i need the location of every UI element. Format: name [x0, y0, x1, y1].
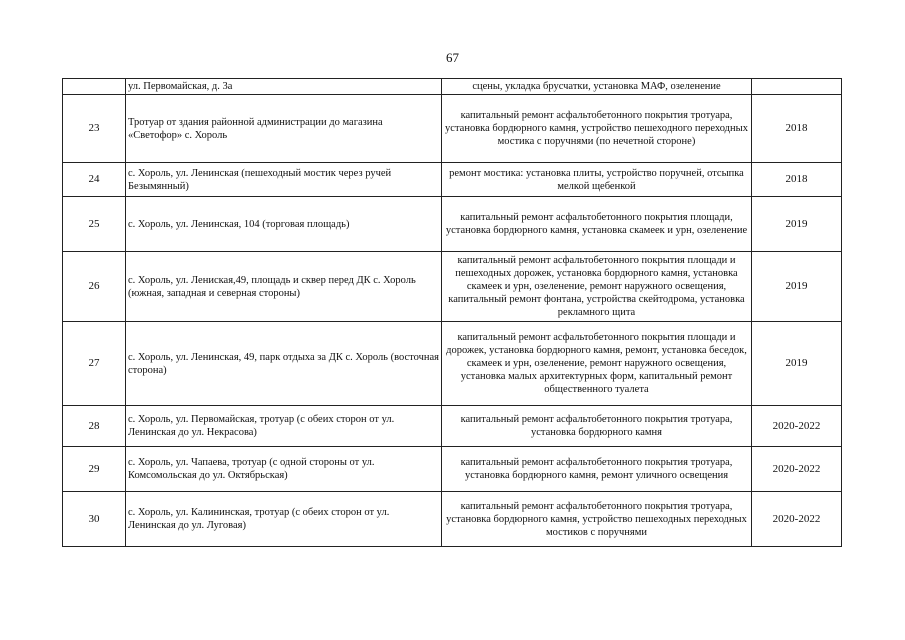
table-row	[63, 492, 842, 547]
address-cell: с. Хороль, ул. Лениская,49, площадь и сквер перед ДК с. Хороль (южная, западная и северная стороны)	[126, 252, 442, 322]
table-row	[63, 252, 842, 322]
works-table	[62, 78, 842, 547]
table-row	[63, 95, 842, 163]
table-row	[63, 322, 842, 406]
address-cell: ул. Первомайская, д. 3а	[126, 79, 442, 95]
row-number-cell	[63, 406, 126, 447]
year-cell	[752, 322, 842, 406]
works-cell: капитальный ремонт асфальтобетонного покрытия тротуара, установка бордюрного камня	[442, 406, 752, 447]
year-cell	[752, 406, 842, 447]
row-number-cell	[63, 197, 126, 252]
row-number: 23	[88, 122, 100, 134]
row-number-cell	[63, 95, 126, 163]
year-cell	[752, 163, 842, 197]
works-cell: капитальный ремонт асфальтобетонного покрытия площади и дорожек, установка бордюрного камня, ремонт, установка беседок, скамеек и урн, озеленение, ремонт наружного освещения, установка малых архитектурных форм, капитальный ремонт общественного туалета	[442, 322, 752, 406]
address-cell: с. Хороль, ул. Ленинская (пешеходный мостик через ручей Безымянный)	[126, 163, 442, 197]
row-number-cell	[63, 447, 126, 492]
row-number-cell	[63, 492, 126, 547]
year-cell	[752, 95, 842, 163]
table-row	[63, 163, 842, 197]
row-number-cell	[63, 163, 126, 197]
year-cell	[752, 197, 842, 252]
row-number: 26	[88, 280, 100, 292]
row-number: 24	[88, 173, 100, 185]
works-cell: капитальный ремонт асфальтобетонного покрытия тротуара, установка бордюрного камня, устройство пешеходных переходных мостиков с поручнями	[442, 492, 752, 547]
table-row	[63, 197, 842, 252]
year-text: 2019	[785, 357, 808, 369]
works-cell: капитальный ремонт асфальтобетонного покрытия площади, установка бордюрного камня, установка скамеек и урн, озеленение	[442, 197, 752, 252]
address-cell: с. Хороль, ул. Калининская, тротуар (с обеих сторон от ул. Ленинская до ул. Луговая)	[126, 492, 442, 547]
works-cell: капитальный ремонт асфальтобетонного покрытия тротуара, установка бордюрного камня, устройство пешеходного переходных мостика с поручнями (по нечетной стороне)	[442, 95, 752, 163]
address-cell: с. Хороль, ул. Ленинская, 49, парк отдыха за ДК с. Хороль (восточная сторона)	[126, 322, 442, 406]
year-text: 2019	[785, 217, 808, 230]
row-number: 27	[88, 357, 100, 369]
year-text: 2020-2022	[772, 419, 821, 432]
address-cell: с. Хороль, ул. Ленинская, 104 (торговая площадь)	[126, 197, 442, 252]
page-number: 67	[446, 50, 459, 65]
year-text: 2020-2022	[772, 512, 821, 525]
table-row	[63, 447, 842, 492]
table-row	[63, 79, 842, 95]
row-number-cell	[63, 322, 126, 406]
works-cell: капитальный ремонт асфальтобетонного покрытия площади и пешеходных дорожек, установка бордюрного камня, установка скамеек и урн, озеленение, ремонт наружного освещения, капитальный ремонт фонтана, устройства скейтодрома, установка рекламного щита	[442, 252, 752, 322]
year-text: 2020-2022	[772, 462, 821, 475]
row-number: 29	[88, 462, 100, 475]
year-cell	[752, 252, 842, 322]
row-number-cell	[63, 79, 126, 95]
works-cell: ремонт мостика: установка плиты, устройство поручней, отсыпка мелкой щебенкой	[442, 163, 752, 197]
year-text: 2019	[785, 280, 808, 292]
year-text: 2018	[785, 122, 808, 134]
row-number-cell	[63, 252, 126, 322]
year-cell	[752, 492, 842, 547]
address-cell: Тротуар от здания районной администрации до магазина «Светофор» с. Хороль	[126, 95, 442, 163]
table-row	[63, 406, 842, 447]
address-cell: с. Хороль, ул. Чапаева, тротуар (с одной стороны от ул. Комсомольская до ул. Октябрьская)	[126, 447, 442, 492]
year-cell	[752, 79, 842, 95]
works-cell: капитальный ремонт асфальтобетонного покрытия тротуара, установка бордюрного камня, ремонт уличного освещения	[442, 447, 752, 492]
address-cell: с. Хороль, ул. Первомайская, тротуар (с обеих сторон от ул. Ленинская до ул. Некрасова)	[126, 406, 442, 447]
row-number: 28	[88, 419, 100, 432]
row-number: 25	[88, 217, 100, 230]
year-text: 2018	[785, 173, 808, 185]
works-cell: сцены, укладка брусчатки, установка МАФ, озеленение	[442, 79, 752, 95]
row-number: 30	[88, 512, 100, 525]
year-cell	[752, 447, 842, 492]
